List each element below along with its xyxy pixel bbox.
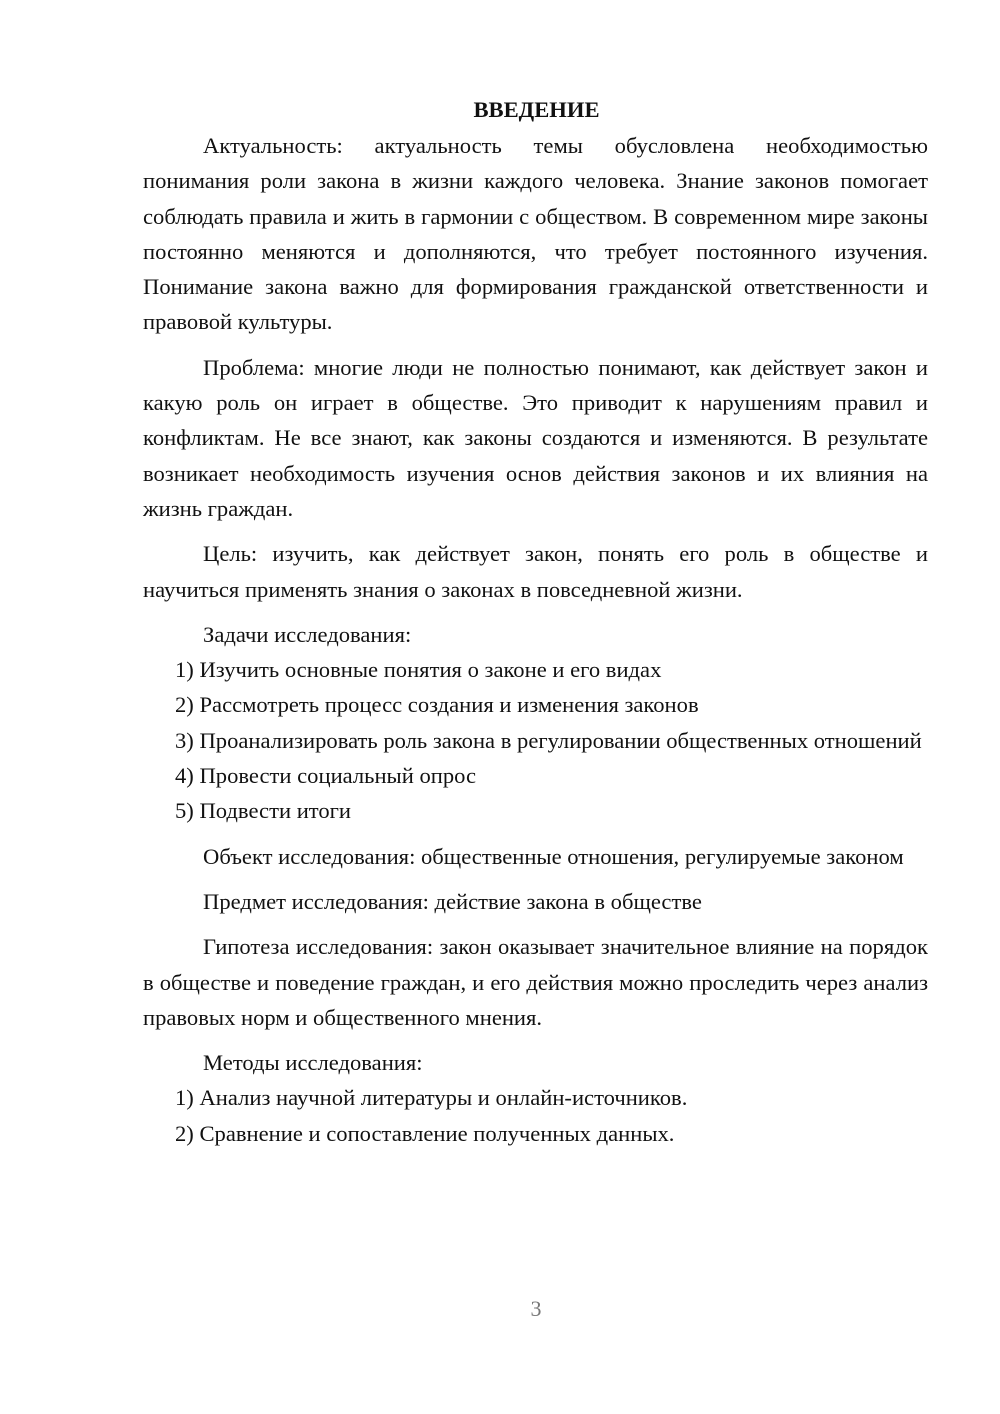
paragraph-hypothesis: Гипотеза исследования: закон оказывает значительное влияние на порядок в обществе и поведение граждан, и его действия можно проследить через анализ правовых норм и общественного мнения. [143, 934, 928, 1030]
page-number: 3 [530, 1296, 542, 1321]
task-item-4: 4) Провести социальный опрос [175, 763, 477, 789]
page-title: ВВЕДЕНИЕ [473, 97, 600, 122]
task-item-2: 2) Рассмотреть процесс создания и изменения законов [175, 692, 699, 718]
method-item-1: 1) Анализ научной литературы и онлайн-источников. [175, 1085, 688, 1111]
task-item-1: 1) Изучить основные понятия о законе и его видах [175, 657, 662, 683]
methods-heading: Методы исследования: [203, 1050, 423, 1076]
task-item-3: 3) Проанализировать роль закона в регулировании общественных отношений [175, 727, 922, 753]
paragraph-object: Объект исследования: общественные отношения, регулируемые законом [203, 843, 904, 869]
paragraph-subject: Предмет исследования: действие закона в обществе [203, 888, 702, 914]
task-item-5: 5) Подвести итоги [175, 798, 352, 824]
paragraph-relevance: Актуальность: актуальность темы обусловлена необходимостью понимания роли закона в жизни каждого человека. Знание законов помогает соблюдать правила и жить в гармонии с обществом. В современном мире законы постоянно меняются и дополняются, что требует постоянного изучения. Понимание закона важно для формирования гражданской ответственности и правовой культуры. [143, 133, 928, 335]
tasks-heading: Задачи исследования: [203, 621, 412, 647]
method-item-2: 2) Сравнение и сопоставление полученных данных. [175, 1120, 675, 1146]
paragraph-goal: Цель: изучить, как действует закон, понять его роль в обществе и научиться применять знания о законах в повседневной жизни. [143, 541, 928, 602]
paragraph-problem: Проблема: многие люди не полностью понимают, как действует закон и какую роль он играет в обществе. Это приводит к нарушениям правил и конфликтам. Не все знают, как законы создаются и изменяются. В результате возникает необходимость изучения основ действия законов и их влияния на жизнь граждан. [143, 354, 928, 521]
document-page [143, 92, 928, 1151]
